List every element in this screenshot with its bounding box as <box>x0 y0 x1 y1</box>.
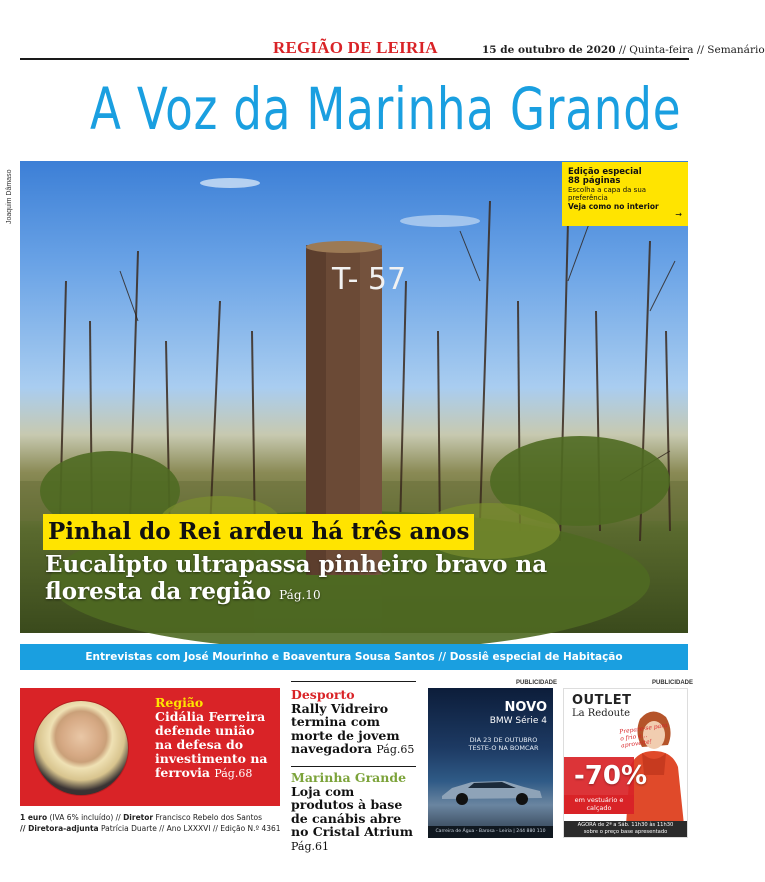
laredoute-ad[interactable] <box>563 688 688 838</box>
lead-headline-text: Eucalipto ultrapassa pinheiro bravo na floresta da região <box>45 551 548 605</box>
price: 1 euro <box>20 813 48 822</box>
ad-label-laredoute: PUBLICIDADE <box>652 680 694 686</box>
masthead[interactable]: A Voz da Marinha Grande <box>90 75 682 143</box>
issue-date: 15 de outubro de 2020 <box>482 44 616 56</box>
deputy-label: // Diretora-adjunta <box>20 824 99 833</box>
regiao-page-ref: Pág.68 <box>214 767 253 780</box>
special-edition-pages: 88 páginas <box>568 176 621 186</box>
deputy-info: Patrícia Duarte // Ano LXXXVI // Edição N.º 4361 <box>101 824 281 833</box>
car-icon <box>438 770 546 806</box>
header-rule <box>20 58 689 60</box>
laredoute-pitch: Prepare-se para o frio e... aproveite! <box>618 721 669 750</box>
laredoute-outlet: OUTLET <box>572 693 632 708</box>
regiao-section-label: Região <box>155 695 204 710</box>
bmw-model: BMW Série 4 <box>489 716 547 726</box>
desporto-headline: Rally Vidreiro termina com morte de jovem navegadora <box>291 700 400 756</box>
features-band[interactable]: Entrevistas com José Mourinho e Boaventura Sousa Santos // Dossiê especial de Habitação <box>20 644 688 670</box>
bmw-novo: NOVO <box>504 700 547 715</box>
arrow-right-icon: → <box>675 210 682 219</box>
bmw-date: DIA 23 DE OUTUBRO TESTE-O NA BOMCAR <box>468 736 539 752</box>
special-edition-text: Escolha a capa da sua preferência <box>568 186 647 202</box>
lead-page-ref: Pág.10 <box>279 588 321 602</box>
special-edition-title: Edição especial <box>568 167 642 177</box>
laredoute-footer-hours: AGORA de 2ª a Sáb. 11h30 às 11h30 <box>577 822 674 828</box>
post-marking: T- 57 <box>332 262 407 297</box>
bmw-ad[interactable] <box>428 688 553 838</box>
director-name: Francisco Rebelo dos Santos <box>155 813 263 822</box>
laredoute-discount: -70% <box>574 761 648 791</box>
region-label: REGIÃO DE LEIRIA <box>273 38 438 57</box>
director-label: Diretor <box>123 813 154 822</box>
dateline <box>482 44 765 56</box>
laredoute-footer-note: sobre o preço base apresentado <box>583 829 668 835</box>
marinha-section-label: Marinha Grande <box>291 770 407 785</box>
photo-credit: Joaquim Dâmaso <box>6 169 13 224</box>
marinha-page-ref: Pág.61 <box>291 839 330 853</box>
lead-headline[interactable] <box>45 551 605 609</box>
weekday: // Quinta-feira // <box>618 44 704 56</box>
desporto-story[interactable] <box>291 688 419 757</box>
laredoute-detail: em vestuário e calçado <box>564 795 634 814</box>
desporto-page-ref: Pág.65 <box>376 743 415 756</box>
column-rule-top <box>291 681 416 682</box>
desporto-section-label: Desporto <box>291 687 355 702</box>
regiao-headline: Cidália Ferreira defende união na defesa do investimento na ferrovia <box>155 709 268 780</box>
regiao-story[interactable] <box>155 696 275 781</box>
vat-note: (IVA 6% incluído) // <box>49 813 121 822</box>
laredoute-brand: La Redoute <box>572 708 631 719</box>
frequency: Semanário <box>707 44 765 56</box>
bmw-footer: Carreira de Água - Barosa - Leiria | 244 880 110 <box>428 826 553 838</box>
marinha-story[interactable] <box>291 771 419 853</box>
lead-kicker[interactable]: Pinhal do Rei ardeu há três anos <box>43 514 474 550</box>
ad-label-bmw: PUBLICIDADE <box>516 680 558 686</box>
column-rule-middle <box>291 766 416 767</box>
special-edition-cta: Veja como no interior <box>568 202 659 211</box>
special-edition-box[interactable] <box>562 162 688 226</box>
marinha-headline: Loja com produtos à base de canábis abre no Cristal Atrium <box>291 783 413 839</box>
laredoute-footer <box>564 821 687 837</box>
imprint <box>20 812 285 834</box>
portrait-photo <box>33 700 129 796</box>
